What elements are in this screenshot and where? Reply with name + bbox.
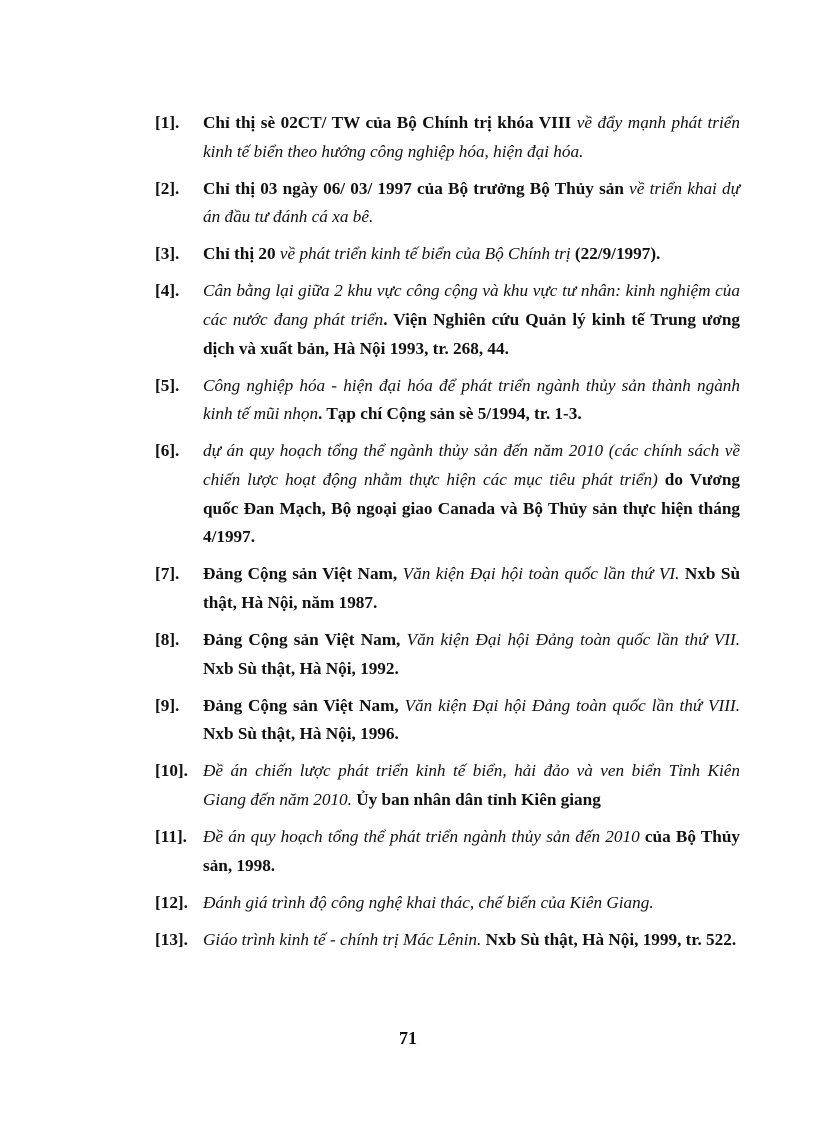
reference-number: [13]. [155,929,188,949]
reference-text [203,889,740,918]
reference-text [203,240,740,269]
reference-text [203,560,740,617]
reference-number: [12]. [155,892,188,912]
reference-text-segment: Chỉ thị 20 [203,244,280,264]
reference-title-italic: Công nghiệp hóa - hiện đại hóa để phát triển ngành thủy sản thành ngành kinh tế mũi nhọn [203,375,740,424]
reference-number: [7]. [155,564,180,584]
reference-title-italic: về đẩy mạnh phát triển kinh tế biển theo hướng công nghiệp hóa, hiện đại hóa. [203,113,740,161]
reference-text-segment: . Viện Nghiên cứu Quản lý kinh tế Trung ương dịch và xuất bản, Hà Nội 1993, tr. 268, 44. [203,310,740,358]
reference-title-italic: Cân bằng lại giữa 2 khu vực công cộng và khu vực tư nhân: kinh nghiệm của các nước đang phát triển [203,281,740,330]
reference-title-italic: Văn kiện Đại hội Đảng toàn quốc lần thứ VII. [406,630,740,649]
reference-text-segment: do Vương quốc Đan Mạch, Bộ ngoại giao Canada và Bộ Thủy sản thực hiện tháng 4/1997. [203,470,740,547]
reference-number: [10]. [155,761,188,781]
reference-title-italic: Văn kiện Đại hội Đảng toàn quốc lần thứ VIII. [404,695,740,715]
reference-text-segment: Nxb Sù thật, Hà Nội, 1992. [203,658,399,678]
reference-list [155,109,740,963]
reference-title-italic: về phát triển kinh tế biển của Bộ Chính trị [279,244,571,264]
reference-number: [8]. [155,630,180,649]
reference-text [203,437,740,551]
reference-title-italic: dự án quy hoạch tổng thể ngành thủy sản đến năm 2010 (các chính sách về chiến lược hoạt động nhằm thực hiện các mục tiêu phát triển) [203,441,740,490]
reference-text-segment: Nxb Sù thật, Hà Nội, 1996. [203,724,399,744]
reference-title-italic: Đề án chiến lược phát triển kinh tế biển, hải đảo và ven biển Tỉnh Kiên Giang đến năm 2010. [203,761,740,809]
reference-text-segment: Nxb Sù thật, Hà Nội, năm 1987. [203,564,741,612]
reference-item [155,175,740,232]
reference-number: [1]. [155,113,180,132]
reference-item [155,889,740,918]
reference-text [203,926,740,955]
reference-item [155,240,740,269]
reference-item [155,626,740,683]
reference-text-segment: Chỉ thị sè 02CT/ TW của Bộ Chính trị khóa VIII [203,113,577,132]
reference-title-italic: Đánh giá trình độ công nghệ khai thác, chế biến của Kiên Giang. [203,892,654,912]
reference-text [203,692,740,749]
reference-number: [6]. [155,441,180,461]
reference-number: [5]. [155,375,180,395]
reference-text [203,626,740,683]
reference-item [155,109,740,166]
reference-number: [11]. [155,827,187,847]
reference-text [203,175,740,232]
page-number: 71 [399,1028,417,1048]
reference-item [155,277,740,363]
reference-number: [9]. [155,695,180,715]
reference-text [203,372,740,429]
reference-item [155,823,740,880]
reference-text-segment: Nxb Sù thật, Hà Nội, 1999, tr. 522. [481,929,737,949]
reference-text-segment: Chỉ thị 03 ngày 06/ 03/ 1997 của Bộ trưởng Bộ Thủy sản [203,178,630,198]
reference-number: [3]. [155,244,180,264]
reference-title-italic: Giáo trình kinh tế - chính trị Mác Lênin. [203,929,482,949]
reference-number: [4]. [155,281,180,301]
reference-item [155,560,740,617]
reference-text-segment: . Tạp chí Cộng sản sè 5/1994, tr. 1-3. [318,404,582,424]
reference-title-italic: Đề án quy hoạch tổng thể phát triển ngành thủy sản đến 2010 [203,827,640,847]
reference-text [203,757,740,814]
reference-text [203,277,740,363]
reference-text [203,823,740,880]
reference-title-italic: Văn kiện Đại hội toàn quốc lần thứ VI. [402,564,680,584]
reference-number: [2]. [155,178,180,198]
reference-title-italic: về triển khai dự án đầu tư đánh cá xa bê. [203,178,740,227]
reference-text-segment: Đảng Cộng sản Việt Nam, [203,564,403,584]
reference-text-segment: của Bộ Thủy sản, 1998. [203,827,740,875]
reference-text-segment: Ủy ban nhân dân tỉnh Kiên giang [351,789,601,809]
reference-text [203,109,740,166]
reference-item [155,372,740,429]
reference-item [155,692,740,749]
reference-item [155,437,740,551]
reference-item [155,926,740,955]
reference-text-segment: (22/9/1997). [570,244,661,264]
reference-text-segment: Đảng Cộng sản Việt Nam, [203,630,407,649]
reference-text-segment: Đảng Cộng sản Việt Nam, [203,695,405,715]
reference-item [155,757,740,814]
